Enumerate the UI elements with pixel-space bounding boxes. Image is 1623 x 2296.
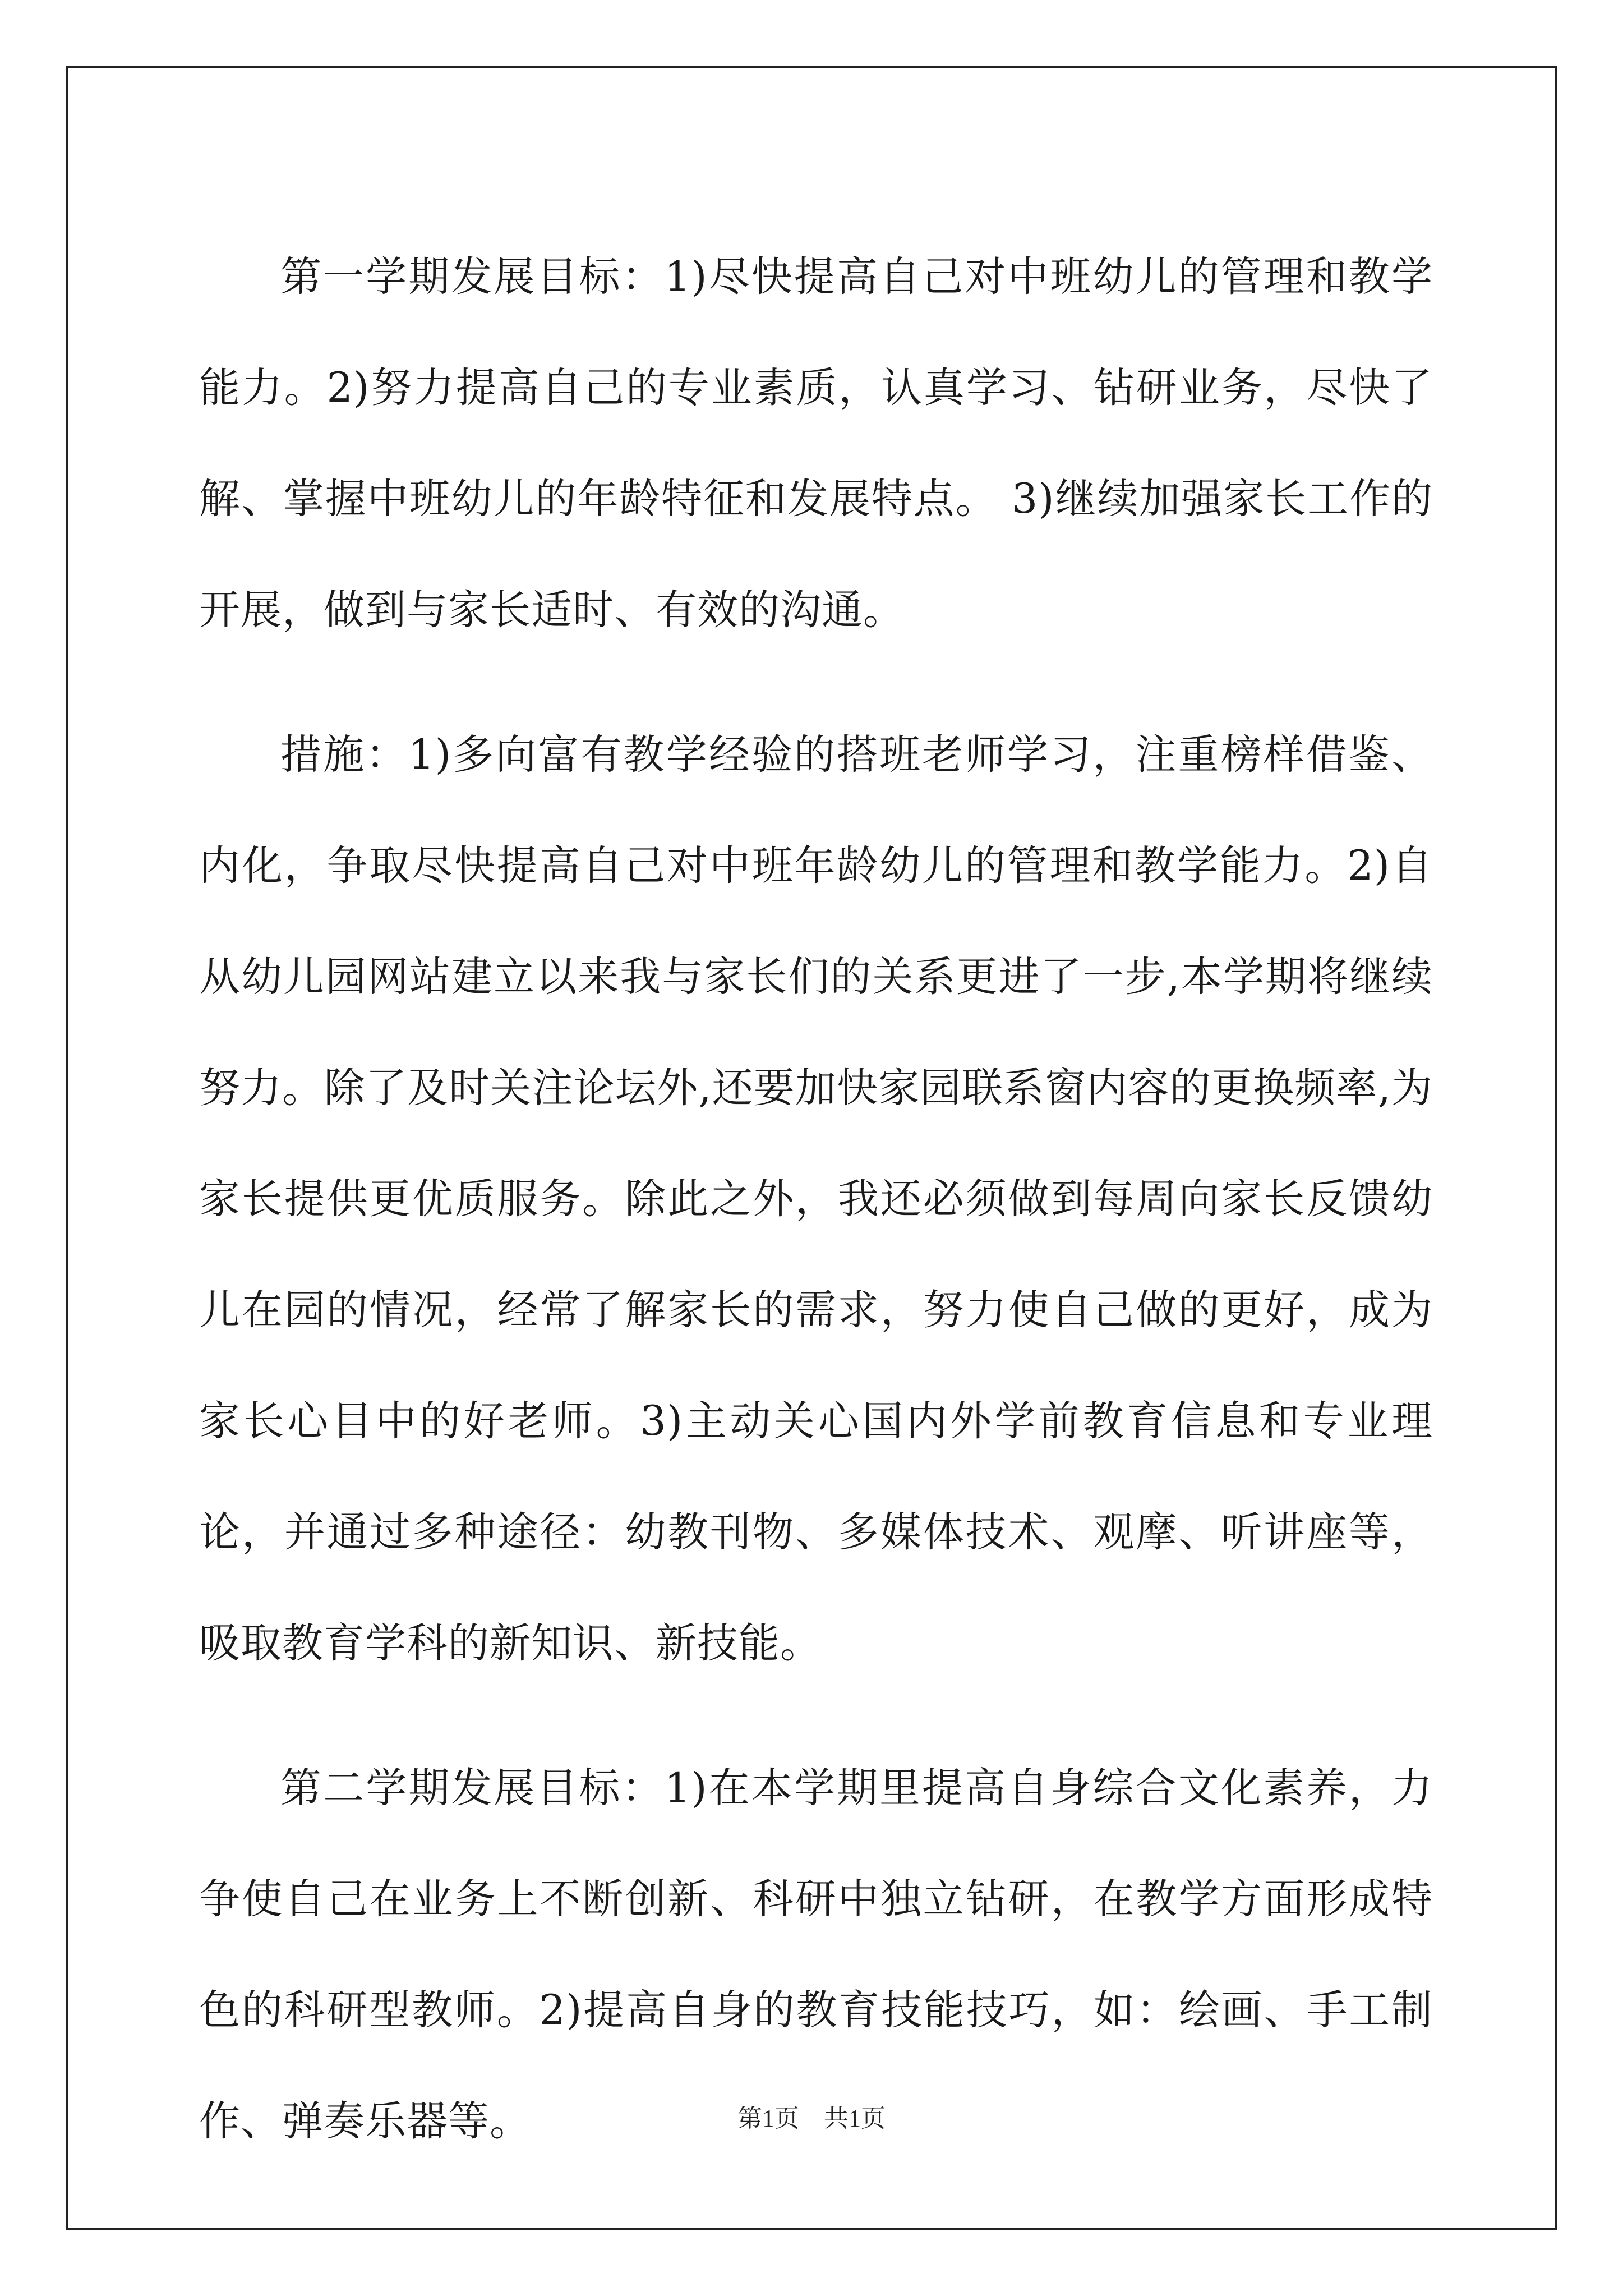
paragraph-measures: 措施：1)多向富有教学经验的搭班老师学习，注重榜样借鉴、内化，争取尽快提高自己对中班年龄幼儿的管理和教学能力。2)自从幼儿园网站建立以来我与家长们的关系更进了一步,本学期将继续努力。除了及时关注论坛外,还要加快家园联系窗内容的更换频率,为家长提供更优质服务。除此之外，我还必须做到每周向家长反馈幼儿在园的情况，经常了解家长的需求，努力使自己做的更好，成为家长心目中的好老师。3)主动关心国内外学前教育信息和专业理论，并通过多种途径：幼教刊物、多媒体技术、观摩、听讲座等，吸取教育学科的新知识、新技能。: [199, 731, 1433, 1667]
document-body: [199, 222, 1433, 2211]
page-footer: 第1页 共1页: [737, 2105, 886, 2132]
paragraph-semester-two-goals: 第二学期发展目标：1)在本学期里提高自身综合文化素养，力争使自己在业务上不断创新、科研中独立钻研，在教学方面形成特色的科研型教师。2)提高自身的教育技能技巧，如：绘画、手工制作、弹奏乐器等。: [199, 1764, 1433, 2145]
paragraph-semester-one-goals: 第一学期发展目标：1)尽快提高自己对中班幼儿的管理和教学能力。2)努力提高自己的专业素质，认真学习、钻研业务，尽快了解、掌握中班幼儿的年龄特征和发展特点。 3)继续加强家长工作的开展，做到与家长适时、有效的沟通。: [199, 253, 1433, 634]
